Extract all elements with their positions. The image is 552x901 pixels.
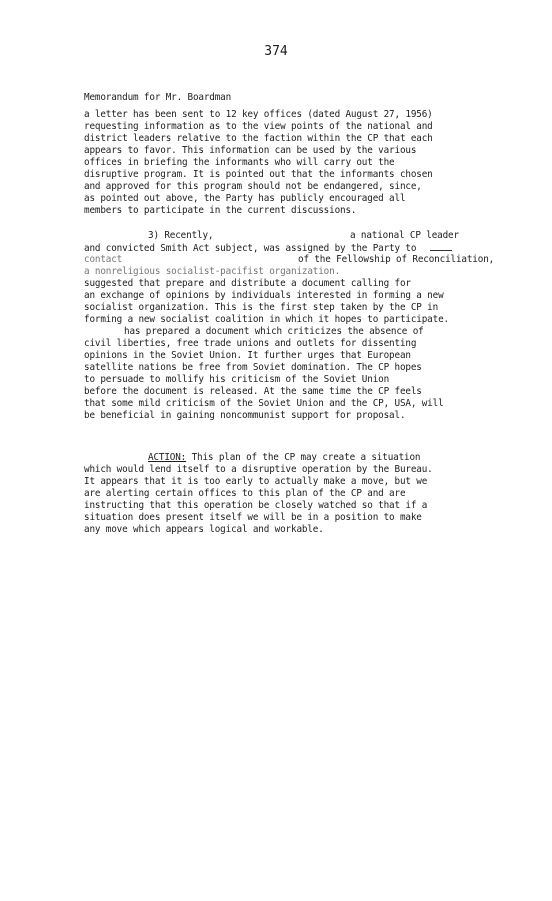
paragraph-1-line: appears to favor. This information can be used by the various xyxy=(84,145,417,156)
paragraph-2-text: and convicted Smith Act subject, was assigned by the Party to xyxy=(84,243,417,254)
paragraph-2-line xyxy=(84,242,452,254)
action-line: It appears that it is too early to actually make a move, but we xyxy=(84,476,428,487)
paragraph-1-line: members to participate in the current discussions. xyxy=(84,205,357,216)
action-line: which would lend itself to a disruptive operation by the Bureau. xyxy=(84,464,433,475)
paragraph-1-line: disruptive program. It is pointed out that the informants chosen xyxy=(84,169,433,180)
paragraph-1-line: district leaders relative to the faction within the CP that each xyxy=(84,133,433,144)
paragraph-2-line: an exchange of opinions by individuals interested in forming a new xyxy=(84,290,444,301)
paragraph-1-line: requesting information as to the view points of the national and xyxy=(84,121,433,132)
paragraph-2-line: suggested that prepare and distribute a document calling for xyxy=(84,278,411,289)
paragraph-1-line: a letter has been sent to 12 key offices (dated August 27, 1956) xyxy=(84,109,433,120)
paragraph-2-line: of the Fellowship of Reconciliation, xyxy=(298,254,495,265)
paragraph-1-line: offices in briefing the informants who will carry out the xyxy=(84,157,395,168)
page-number: 374 xyxy=(264,44,288,59)
memo-heading: Memorandum for Mr. Boardman xyxy=(84,92,232,103)
paragraph-2-line: to persuade to mollify his criticism of the Soviet Union xyxy=(84,374,390,385)
action-line: situation does present itself we will be in a position to make xyxy=(84,512,422,523)
paragraph-2-line: opinions in the Soviet Union. It further urges that European xyxy=(84,350,411,361)
paragraph-2-line: socialist organization. This is the first step taken by the CP in xyxy=(84,302,439,313)
paragraph-2-line: civil liberties, free trade unions and outlets for dissenting xyxy=(84,338,417,349)
action-line xyxy=(148,452,420,463)
paragraph-2-line: before the document is released. At the same time the CP feels xyxy=(84,386,422,397)
paragraph-2-line: satellite nations be free from Soviet domination. The CP hopes xyxy=(84,362,422,373)
action-label: ACTION: xyxy=(148,452,187,463)
paragraph-2-line: that some mild criticism of the Soviet Union and the CP, USA, will xyxy=(84,398,444,409)
paragraph-2-line: has prepared a document which criticizes the absence of xyxy=(124,326,424,337)
paragraph-1-line: as pointed out above, the Party has publicly encouraged all xyxy=(84,193,406,204)
action-line: instructing that this operation be closely watched so that if a xyxy=(84,500,428,511)
action-line: any move which appears logical and workable. xyxy=(84,524,324,535)
paragraph-2-line: a nonreligious socialist-pacifist organization. xyxy=(84,266,341,277)
paragraph-1-line: and approved for this program should not be endangered, since, xyxy=(84,181,422,192)
paragraph-2-line: a national CP leader xyxy=(350,230,459,241)
paragraph-2-line: be beneficial in gaining noncommunist support for proposal. xyxy=(84,410,406,421)
action-text: This plan of the CP may create a situation xyxy=(191,452,421,463)
paragraph-2-line: 3) Recently, xyxy=(148,230,214,241)
redaction-underline xyxy=(430,242,452,251)
action-line: are alerting certain offices to this plan of the CP and are xyxy=(84,488,406,499)
paragraph-2-line: contact xyxy=(84,254,123,265)
paragraph-2-line: forming a new socialist coalition in which it hopes to participate. xyxy=(84,314,449,325)
